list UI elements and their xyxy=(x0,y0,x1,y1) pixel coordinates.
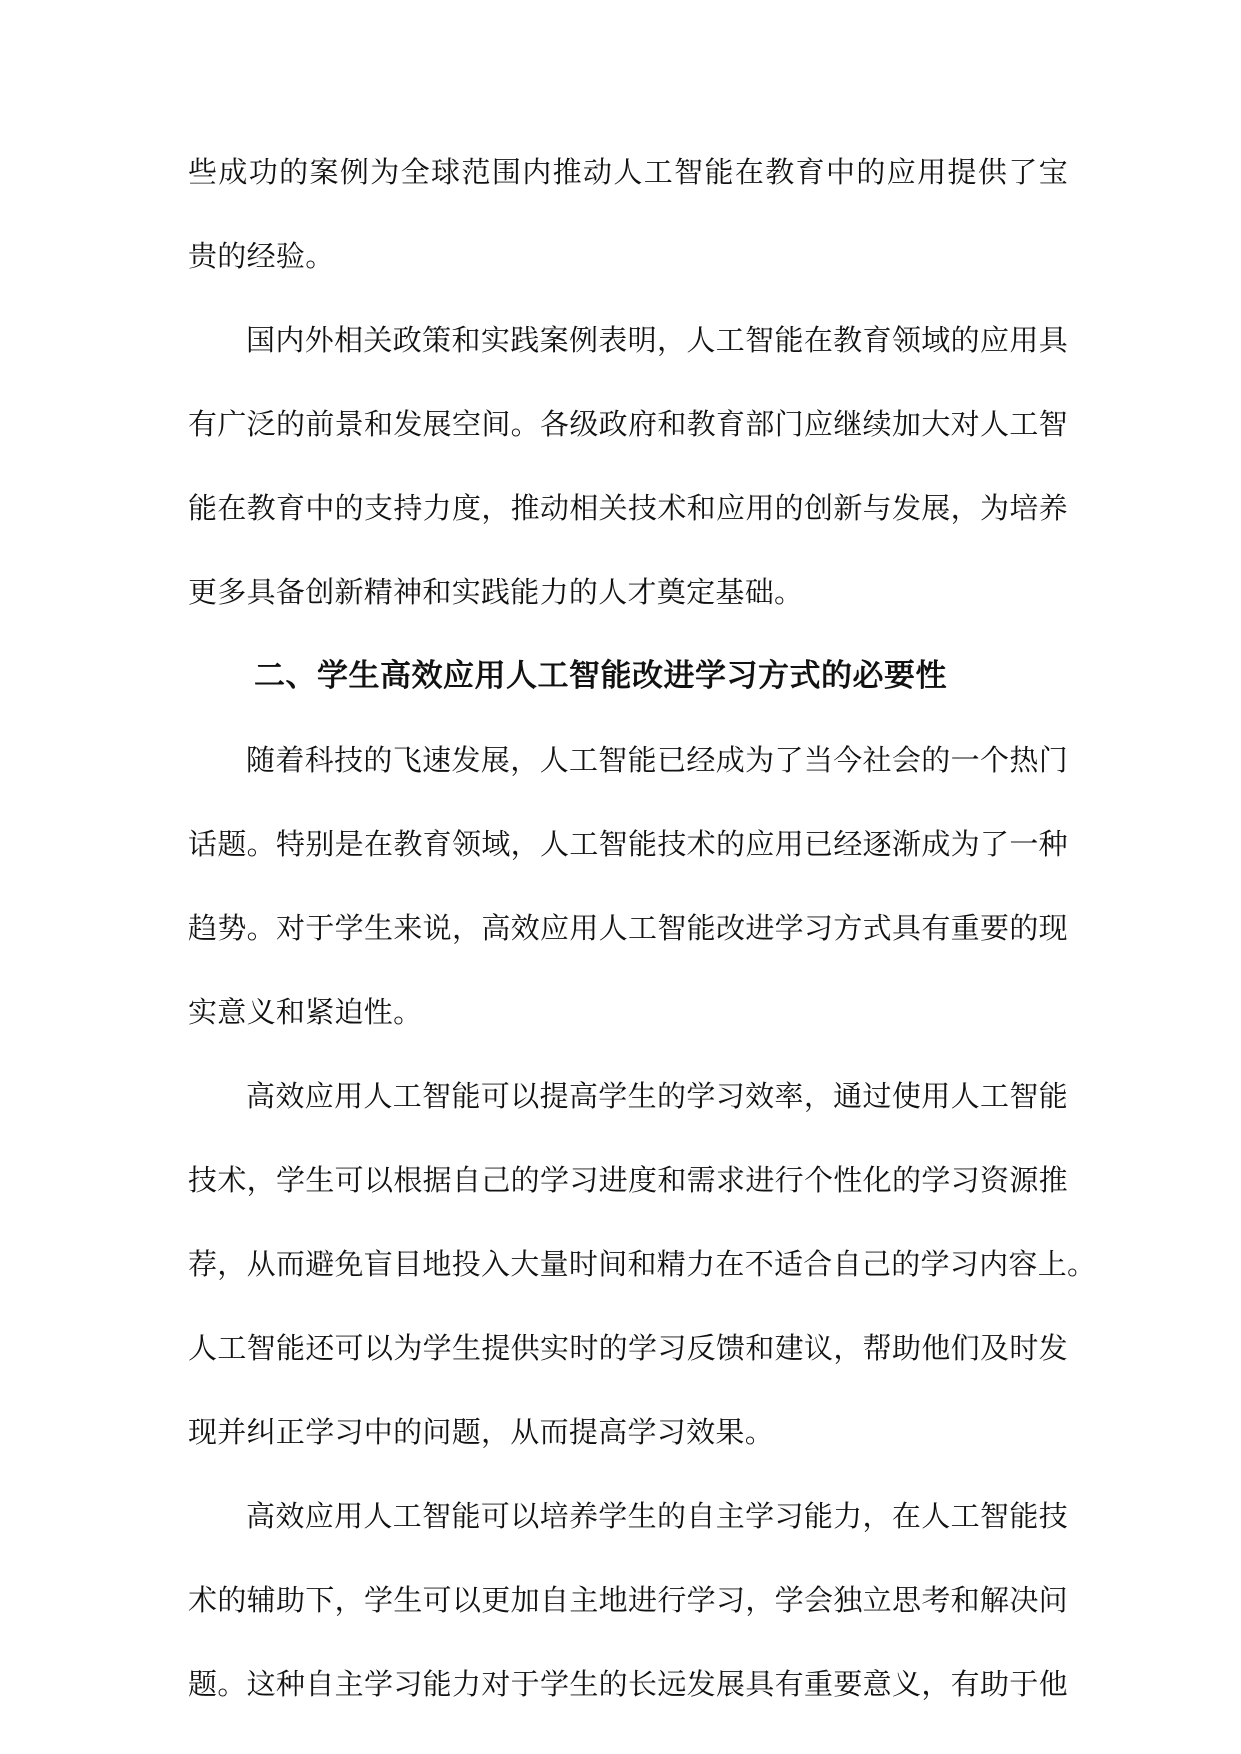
text-line: 些成功的案例为全球范围内推动人工智能在教育中的应用提供了宝 xyxy=(188,155,1068,189)
document-body xyxy=(188,130,1097,1726)
section-heading: 二、学生高效应用人工智能改进学习方式的必要性 xyxy=(254,658,947,694)
text-line: 题。这种自主学习能力对于学生的长远发展具有重要意义，有助于他 xyxy=(188,1667,1068,1701)
text-line: 现并纠正学习中的问题，从而提高学习效果。 xyxy=(188,1415,775,1449)
text-line: 实意义和紧迫性。 xyxy=(188,995,423,1029)
text-line: 贵的经验。 xyxy=(188,239,335,273)
paragraph-first-line: 随着科技的飞速发展，人工智能已经成为了当今社会的一个热门 xyxy=(246,743,1068,777)
paragraph-first-line: 高效应用人工智能可以提高学生的学习效率，通过使用人工智能 xyxy=(246,1079,1068,1113)
text-line: 更多具备创新精神和实践能力的人才奠定基础。 xyxy=(188,575,804,609)
text-line: 话题。特别是在教育领域，人工智能技术的应用已经逐渐成为了一种 xyxy=(188,827,1068,861)
text-line: 有广泛的前景和发展空间。各级政府和教育部门应继续加大对人工智 xyxy=(188,407,1068,441)
text-line: 人工智能还可以为学生提供实时的学习反馈和建议，帮助他们及时发 xyxy=(188,1331,1068,1365)
text-line: 术的辅助下，学生可以更加自主地进行学习，学会独立思考和解决问 xyxy=(188,1583,1068,1617)
text-line: 能在教育中的支持力度，推动相关技术和应用的创新与发展，为培养 xyxy=(188,491,1068,525)
paragraph-first-line: 国内外相关政策和实践案例表明，人工智能在教育领域的应用具 xyxy=(246,323,1068,357)
paragraph-first-line: 高效应用人工智能可以培养学生的自主学习能力，在人工智能技 xyxy=(246,1499,1068,1533)
text-line: 趋势。对于学生来说，高效应用人工智能改进学习方式具有重要的现 xyxy=(188,911,1068,945)
text-line: 技术，学生可以根据自己的学习进度和需求进行个性化的学习资源推 xyxy=(188,1163,1068,1197)
text-line: 荐，从而避免盲目地投入大量时间和精力在不适合自己的学习内容上。 xyxy=(188,1247,1097,1281)
